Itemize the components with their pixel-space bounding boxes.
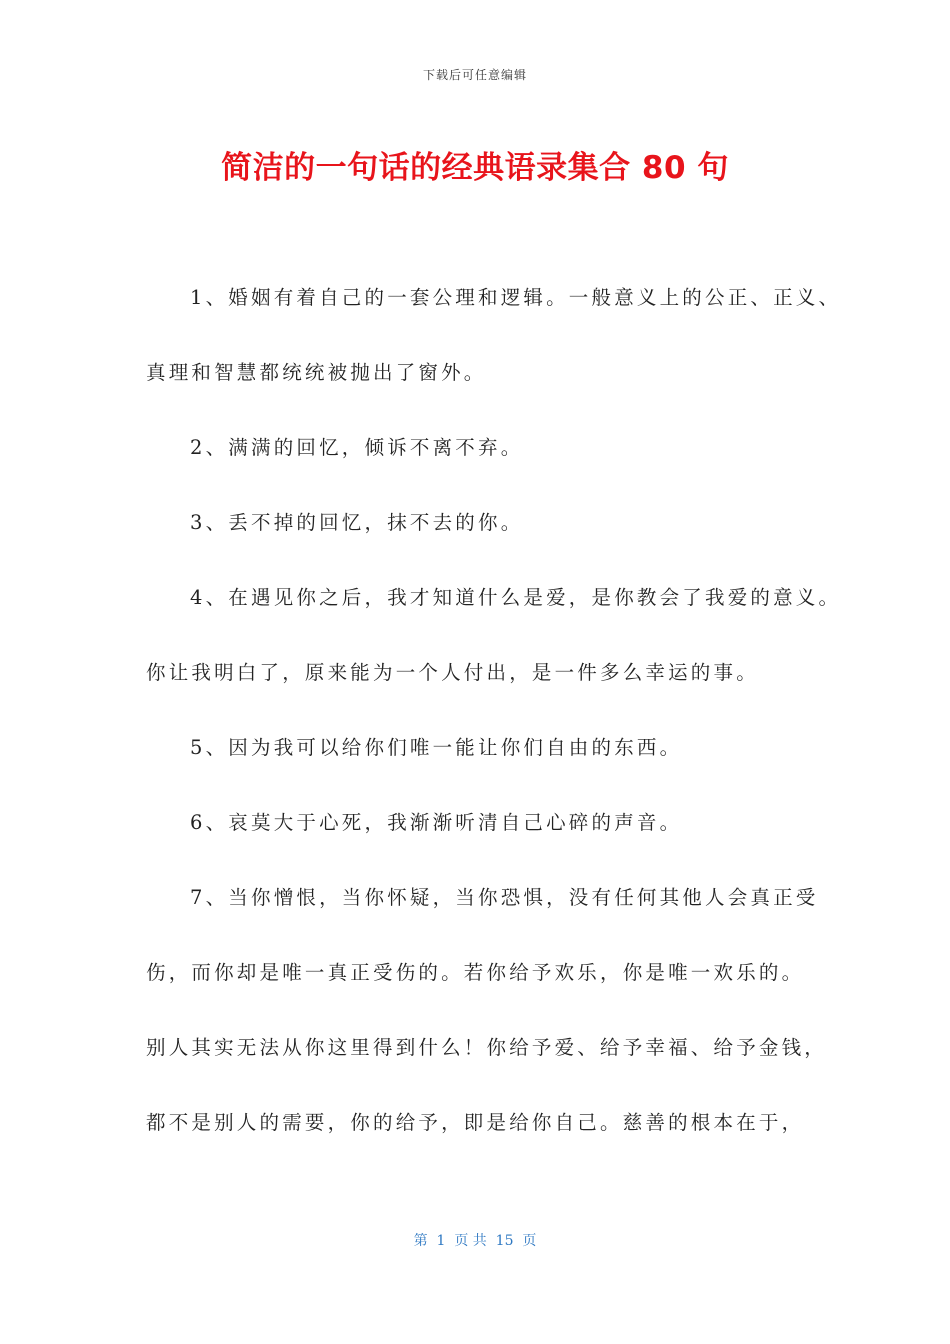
- paragraph-line: 7、当你憎恨，当你怀疑，当你恐惧，没有任何其他人会真正受: [190, 886, 819, 909]
- document-title: 简洁的一句话的经典语录集合 80 句: [221, 150, 729, 186]
- paragraph-line: 2、满满的回忆，倾诉不离不弃。: [190, 436, 524, 459]
- paragraph-line: 都不是别人的需要，你的给予，即是给你自己。慈善的根本在于，: [146, 1111, 805, 1134]
- paragraph-line: 别人其实无法从你这里得到什么！你给予爱、给予幸福、给予金钱，: [146, 1036, 828, 1059]
- paragraph-line: 3、丢不掉的回忆，抹不去的你。: [190, 511, 524, 534]
- paragraph-line: 伤，而你却是唯一真正受伤的。若你给予欢乐，你是唯一欢乐的。: [146, 961, 805, 984]
- paragraph-line: 1、婚姻有着自己的一套公理和逻辑。一般意义上的公正、正义、: [190, 286, 842, 309]
- page-number-footer: 第 1 页 共 15 页: [413, 1233, 537, 1249]
- paragraph-line: 5、因为我可以给你们唯一能让你们自由的东西。: [190, 736, 683, 759]
- paragraph-line: 你让我明白了，原来能为一个人付出，是一件多么幸运的事。: [146, 661, 759, 684]
- document-body: [146, 276, 842, 1176]
- paragraph-line: 4、在遇见你之后，我才知道什么是爱，是你教会了我爱的意义。: [190, 586, 842, 609]
- header-note: 下载后可任意编辑: [422, 68, 527, 82]
- paragraph-line: 真理和智慧都统统被抛出了窗外。: [146, 361, 487, 384]
- paragraph-line: 6、哀莫大于心死，我渐渐听清自己心碎的声音。: [190, 811, 683, 834]
